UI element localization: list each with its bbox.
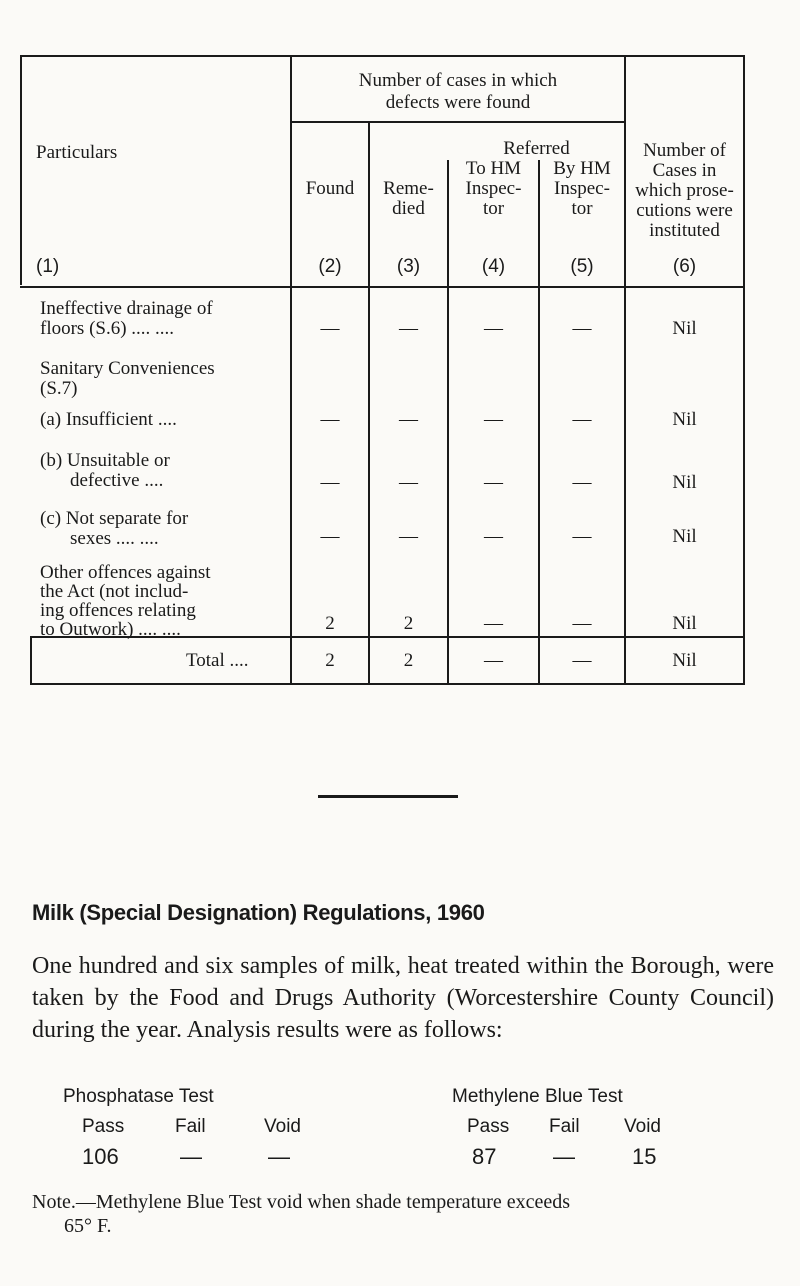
header-to-hm-1: To HM bbox=[465, 158, 522, 179]
header-remedied-1: Reme- bbox=[383, 178, 434, 199]
row-label-line: (a) Insufficient .... bbox=[40, 409, 177, 430]
phosphatase-fail-label: Fail bbox=[175, 1116, 206, 1137]
cell-found: — bbox=[320, 526, 340, 547]
total-label: Total .... bbox=[186, 650, 249, 671]
note-line-1: Note.—Methylene Blue Test void when shade temperature exceeds bbox=[32, 1191, 571, 1213]
header-by-hm-1: By HM bbox=[553, 158, 611, 179]
header-divider bbox=[20, 286, 745, 288]
header-num-1: (1) bbox=[36, 256, 60, 277]
table-border-top bbox=[20, 55, 745, 57]
phosphatase-void-label: Void bbox=[264, 1116, 301, 1137]
row-label-line: (S.7) bbox=[40, 378, 78, 399]
header-to-hm-3: tor bbox=[482, 198, 505, 219]
cell-remedied: — bbox=[399, 318, 418, 339]
row-label-line: (b) Unsuitable or bbox=[40, 450, 170, 471]
header-remedied-2: died bbox=[392, 198, 425, 219]
cell-to-hm: — bbox=[484, 613, 503, 634]
row-label-line: Ineffective drainage of bbox=[40, 298, 213, 319]
header-prosecutions-3: which prose- bbox=[635, 180, 734, 201]
total-prosecutions: Nil bbox=[672, 650, 697, 671]
header-num-3: (3) bbox=[396, 256, 421, 277]
table-border-right bbox=[743, 55, 745, 685]
total-remedied: 2 bbox=[403, 650, 414, 671]
header-num-6: (6) bbox=[672, 256, 697, 277]
phosphatase-test-title: Phosphatase Test bbox=[63, 1086, 214, 1107]
phosphatase-pass-label: Pass bbox=[82, 1116, 125, 1137]
total-by-hm: — bbox=[572, 650, 592, 671]
cell-by-hm: — bbox=[572, 409, 592, 430]
row-label-line: Other offences against bbox=[40, 562, 211, 583]
header-by-hm-2: Inspec- bbox=[554, 178, 610, 199]
header-num-2: (2) bbox=[318, 256, 342, 277]
methylene-test-title: Methylene Blue Test bbox=[452, 1086, 623, 1107]
milk-paragraph: One hundred and six samples of milk, heat treated within the Borough, were taken by the Food and Drugs Authority (Worcestershire County Council) during the year. Analysis results were as follows: bbox=[32, 953, 774, 1043]
milk-regulations-heading: Milk (Special Designation) Regulations, 1960 bbox=[32, 900, 485, 925]
header-to-hm-2: Inspec- bbox=[465, 178, 522, 199]
cell-to-hm: — bbox=[484, 472, 503, 493]
total-found: 2 bbox=[325, 650, 335, 671]
phosphatase-fail-value: — bbox=[180, 1144, 202, 1169]
cell-found: — bbox=[320, 318, 340, 339]
cell-found: — bbox=[320, 472, 340, 493]
cell-found: 2 bbox=[325, 613, 335, 634]
cell-remedied: 2 bbox=[403, 613, 414, 634]
phosphatase-pass-value: 106 bbox=[82, 1144, 119, 1169]
header-prosecutions-1: Number of bbox=[643, 140, 726, 161]
cell-remedied: — bbox=[399, 472, 418, 493]
row-label-line: sexes .... .... bbox=[70, 528, 159, 549]
header-prosecutions-4: cutions were bbox=[636, 200, 733, 221]
section-divider-rule bbox=[318, 795, 458, 798]
cell-found: — bbox=[320, 409, 340, 430]
table-border-left bbox=[20, 55, 22, 285]
col-divider-1 bbox=[290, 55, 292, 685]
cell-prosecutions: Nil bbox=[672, 472, 697, 493]
header-group-line2: defects were found bbox=[385, 92, 531, 113]
cell-prosecutions: Nil bbox=[672, 318, 697, 339]
group-underline bbox=[290, 121, 625, 123]
methylene-pass-label: Pass bbox=[467, 1116, 510, 1137]
cell-remedied: — bbox=[399, 409, 418, 430]
table-border-bottom bbox=[30, 683, 745, 685]
header-found: Found bbox=[305, 178, 355, 199]
cell-remedied: — bbox=[399, 526, 418, 547]
row-label-line: defective .... bbox=[70, 470, 164, 491]
methylene-pass-value: 87 bbox=[472, 1144, 497, 1169]
header-num-4: (4) bbox=[481, 256, 506, 277]
row-label-line: ing offences relating bbox=[40, 600, 196, 621]
cell-prosecutions: Nil bbox=[672, 526, 697, 547]
total-to-hm: — bbox=[484, 650, 503, 671]
phosphatase-void-value: — bbox=[268, 1144, 290, 1169]
row-label-line: the Act (not includ- bbox=[40, 581, 189, 602]
row-label-line: Sanitary Conveniences bbox=[40, 358, 215, 379]
header-prosecutions-5: instituted bbox=[649, 220, 720, 241]
header-num-5: (5) bbox=[570, 256, 594, 277]
cell-by-hm: — bbox=[572, 472, 592, 493]
table-border-left-lower bbox=[30, 636, 32, 685]
cell-prosecutions: Nil bbox=[672, 409, 697, 430]
methylene-fail-value: — bbox=[553, 1144, 575, 1169]
note-line-2: 65° F. bbox=[64, 1215, 112, 1237]
header-particulars: Particulars bbox=[36, 142, 118, 163]
cell-by-hm: — bbox=[572, 526, 592, 547]
cell-by-hm: — bbox=[572, 318, 592, 339]
cell-to-hm: — bbox=[484, 409, 503, 430]
cell-to-hm: — bbox=[484, 526, 503, 547]
cell-prosecutions: Nil bbox=[672, 613, 697, 634]
row-label-line: to Outwork) .... .... bbox=[40, 619, 181, 640]
cell-to-hm: — bbox=[484, 318, 503, 339]
cell-by-hm: — bbox=[572, 613, 592, 634]
header-prosecutions-2: Cases in bbox=[652, 160, 717, 181]
row-label-line: (c) Not separate for bbox=[40, 508, 189, 529]
methylene-fail-label: Fail bbox=[549, 1116, 580, 1137]
row-label-line: floors (S.6) .... .... bbox=[40, 318, 175, 339]
header-group-line1: Number of cases in which bbox=[358, 70, 558, 91]
methylene-void-label: Void bbox=[624, 1116, 661, 1137]
header-by-hm-3: tor bbox=[571, 198, 593, 219]
methylene-void-value: 15 bbox=[632, 1144, 657, 1169]
header-referred: Referred bbox=[503, 138, 570, 159]
